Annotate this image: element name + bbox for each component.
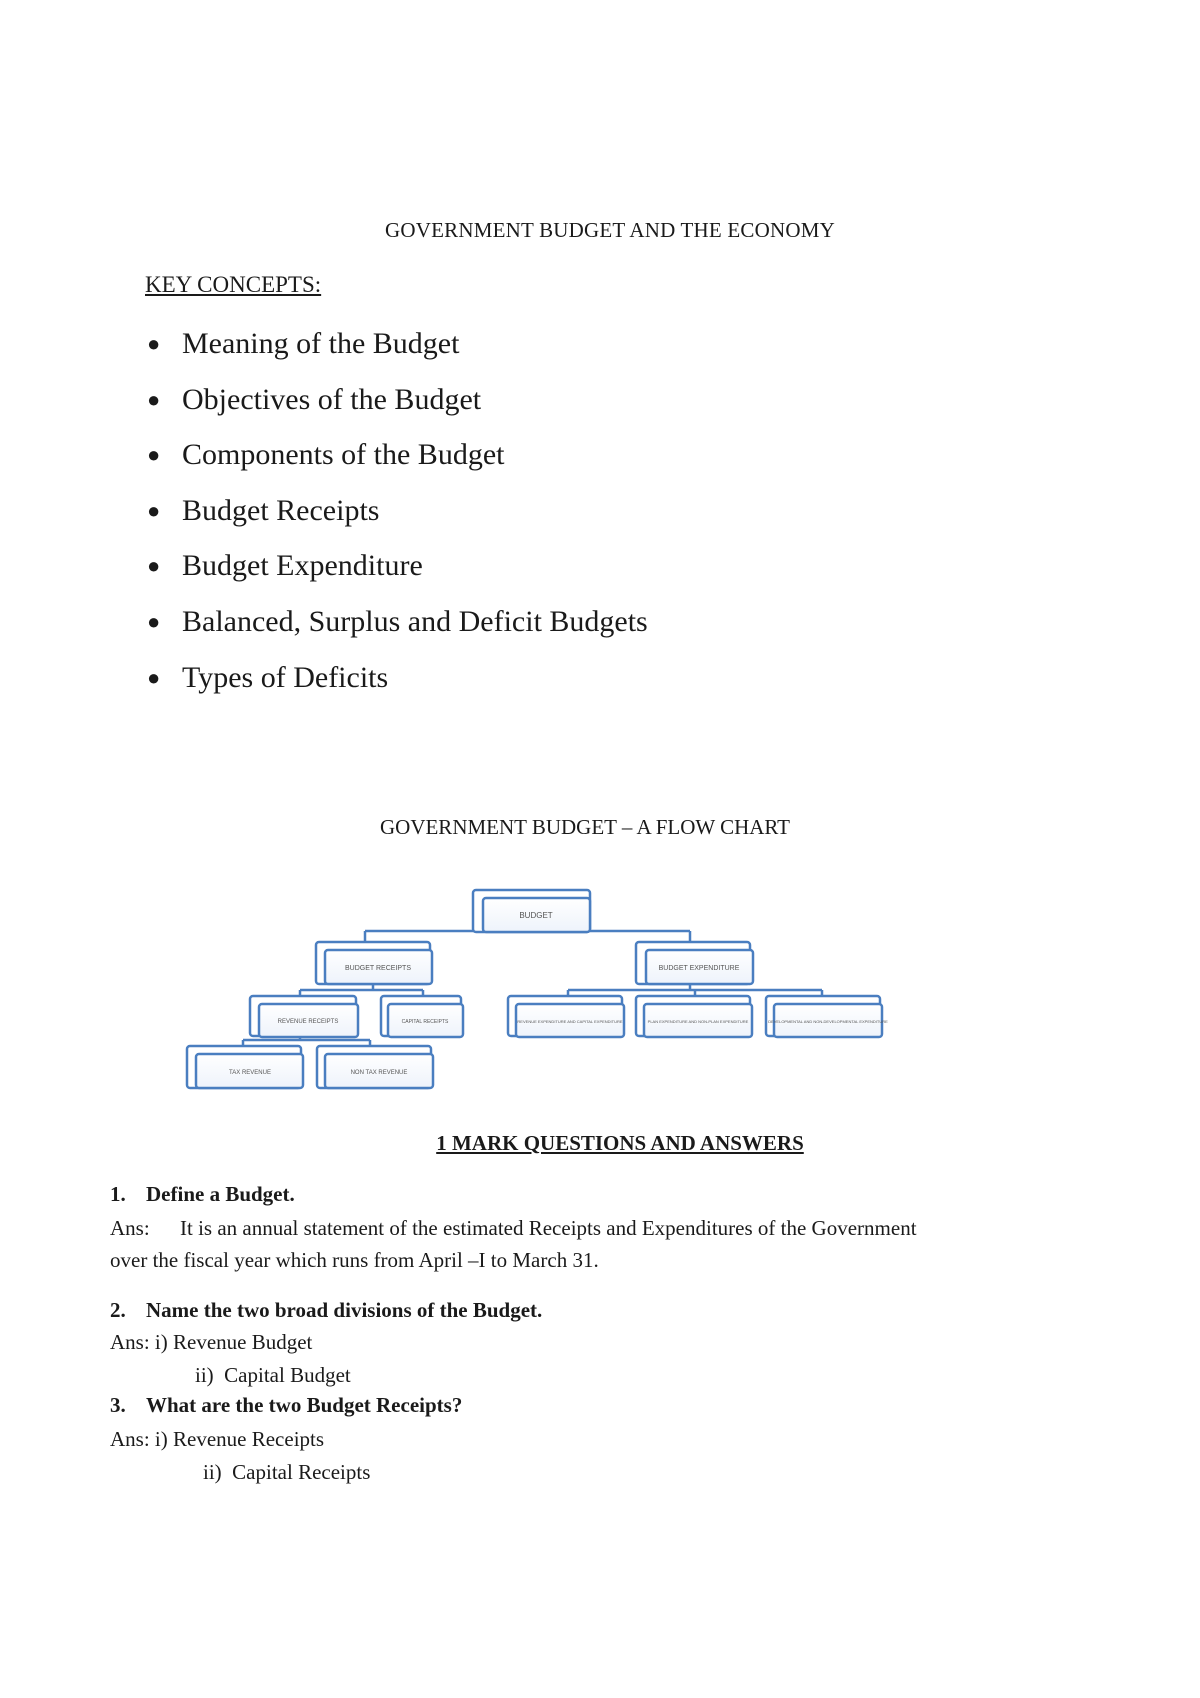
list-item: ● Components of the Budget [145, 431, 648, 487]
list-item: ● Objectives of the Budget [145, 376, 648, 432]
list-item: ● Meaning of the Budget [145, 320, 648, 376]
svg-text:REVENUE EXPENDITURE AND CAPITA: REVENUE EXPENDITURE AND CAPITAL EXPENDITURE [517, 1019, 623, 1024]
list-item: ● Types of Deficits [145, 654, 648, 710]
node-budget-expenditure [636, 942, 753, 984]
bullet-icon: ● [147, 497, 161, 523]
question-1: 1. Define a Budget. [110, 1182, 295, 1206]
node-capital-receipts [381, 996, 463, 1037]
svg-text:BUDGET: BUDGET [519, 911, 553, 920]
list-item: ● Budget Receipts [145, 487, 648, 543]
list-item: ● Balanced, Surplus and Deficit Budgets [145, 598, 648, 654]
question-3: 3. What are the two Budget Receipts? [110, 1393, 463, 1417]
qa-heading: 1 MARK QUESTIONS AND ANSWERS [436, 1131, 804, 1155]
node-plan-nonplan-expenditure [636, 996, 752, 1037]
document-title: GOVERNMENT BUDGET AND THE ECONOMY [385, 218, 835, 242]
answer-3-line-2: ii) Capital Receipts [203, 1460, 371, 1484]
answer-3-line-1: Ans: i) Revenue Receipts [110, 1427, 325, 1451]
list-item: ● Budget Expenditure [145, 542, 648, 598]
answer-2-line-2: ii) Capital Budget [195, 1363, 351, 1387]
answer-1-line-1: Ans: It is an annual statement of the estimated Receipts and Expenditures of the Government [110, 1216, 917, 1240]
question-2: 2. Name the two broad divisions of the Budget. [110, 1298, 543, 1322]
bullet-icon: ● [147, 608, 161, 634]
svg-text:BUDGET RECEIPTS: BUDGET RECEIPTS [345, 965, 411, 972]
bullet-icon: ● [147, 442, 161, 468]
node-revenue-capital-expenditure [508, 996, 624, 1037]
node-budget [473, 890, 590, 932]
svg-text:PLAN EXPENDITURE AND NON-PLAN: PLAN EXPENDITURE AND NON-PLAN EXPENDITURE [647, 1019, 749, 1024]
svg-text:DEVELOPMENTAL AND NON-DEVELOPM: DEVELOPMENTAL AND NON-DEVELOPMENTAL EXPENDITURE [768, 1019, 888, 1024]
svg-text:CAPITAL RECEIPTS: CAPITAL RECEIPTS [401, 1019, 449, 1025]
node-tax-revenue [187, 1046, 303, 1088]
bullet-icon: ● [147, 553, 161, 579]
node-non-tax-revenue [317, 1046, 433, 1088]
svg-text:BUDGET EXPENDITURE: BUDGET EXPENDITURE [658, 965, 740, 972]
bullet-icon: ● [147, 386, 161, 412]
svg-text:NON TAX REVENUE: NON TAX REVENUE [350, 1070, 408, 1076]
answer-2-line-1: Ans: i) Revenue Budget [110, 1330, 313, 1354]
flow-chart-title: GOVERNMENT BUDGET – A FLOW CHART [379, 815, 790, 839]
key-concepts-heading: KEY CONCEPTS: [145, 272, 322, 297]
bullet-icon: ● [147, 664, 161, 690]
node-developmental-expenditure [766, 996, 888, 1037]
answer-1-line-2: over the fiscal year which runs from April –I to March 31. [110, 1248, 599, 1272]
node-budget-receipts [316, 942, 432, 984]
bullet-icon: ● [147, 331, 161, 356]
node-revenue-receipts [250, 996, 358, 1037]
svg-text:REVENUE RECEIPTS: REVENUE RECEIPTS [277, 1019, 339, 1025]
svg-text:TAX REVENUE: TAX REVENUE [229, 1070, 271, 1076]
